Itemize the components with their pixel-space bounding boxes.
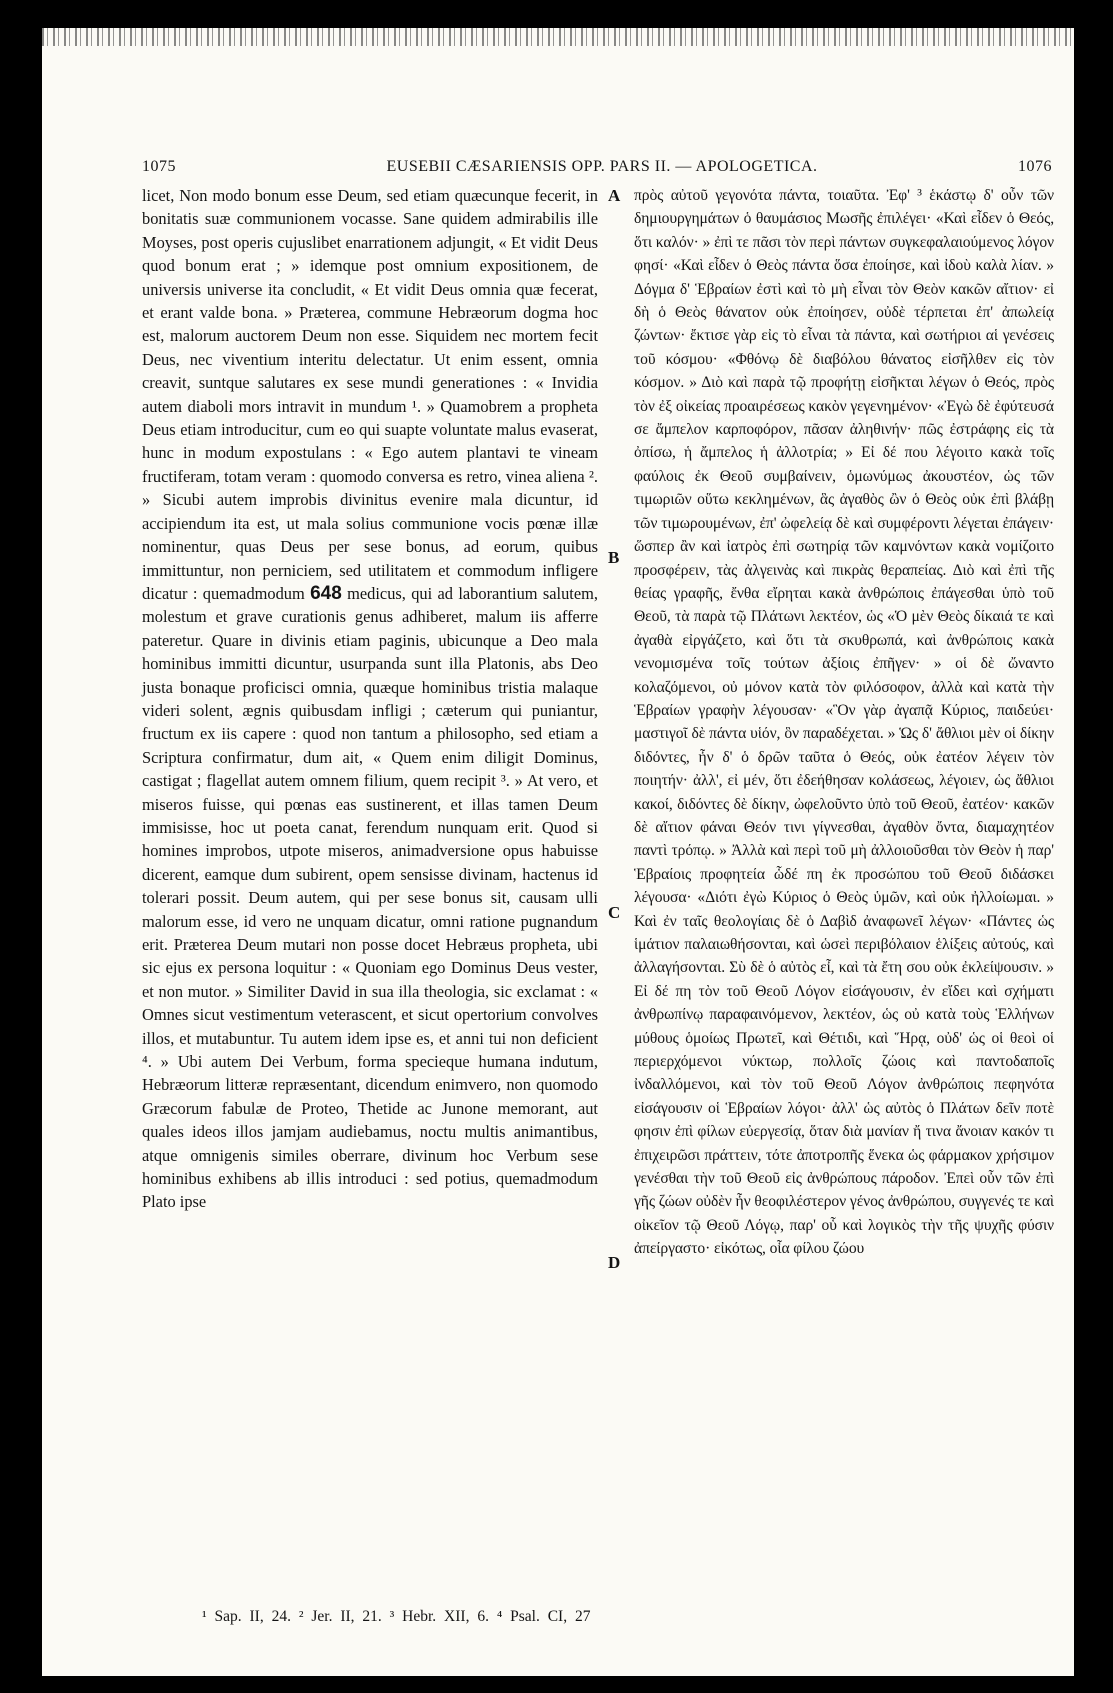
margin-letter-d: D: [608, 1253, 621, 1272]
greek-text: πρὸς αὐτοῦ γεγονότα πάντα, τοιαῦτα. Ἐφ' ³ ἑκάστῳ δ' οὖν τῶν δημιουργημάτων ὁ θαυμάσιος Μωσῆς ἐπιλέγει· «Καὶ εἶδεν ὁ Θεός, ὅτι καλόν· » ἐπὶ τε πᾶσι τὸν περὶ πάντων συγκεφαλαιούμενος λόγον φησί· «Καὶ εἶδεν ὁ Θεὸς πάντα ὅσα ἐποίησε, καὶ ἰδοὺ καλὰ λίαν. » Δόγμα δ' Ἑβραίων ἐστὶ καὶ τὸ μὴ εἶναι τὸν Θεὸν κακῶν αἴτιον· εἰ δὴ ὁ Θεὸς θάνατον οὐκ ἐποίησεν, οὐδὲ τέρπεται ἐπ' ἀπωλείᾳ ζώντων· ἔκτισε γὰρ εἰς τὸ εἶναι τὰ πάντα, καὶ σωτήριοι αἱ γενέσεις τοῦ κόσμου· «Φθόνῳ δὲ διαβόλου θάνατος εἰσῆλθεν εἰς τὸν κόσμον. » Διὸ καὶ παρὰ τῷ προφήτῃ εἰσῆκται λέγων ὁ Θεός, πρὸς τὸν ἐξ οἰκείας προαιρέσεως κακὸν γεγενημένον· «Ἐγὼ δὲ ἐφύτευσά σε ἄμπελον καρποφόρον, πᾶσαν ἀληθινήν· πῶς ἐστράφης εἰς τὰ ὀπίσω, ἡ ἄμπελος ἡ ἀλλοτρία; » Εἰ δέ που λέγοιτο κακὰ τοῖς φαύλοις ἐκ Θεοῦ συμβαίνειν, ὁμωνύμως ἀκουστέον, ὡς τῶν τιμωριῶν οὕτω κεκλημένων, ἃς ἀγαθὸς ὢν ὁ Θεὸς οὐκ ἐπὶ βλάβῃ τῶν τιμωρουμένων, ἐπ' ὠφελείᾳ δὲ καὶ συμφέροντι λέγεται ἐπάγειν· ὥσπερ ἂν καὶ ἰατρὸς ἐπὶ σωτηρίᾳ τῶν καμνόντων κακὰ νομίζοιτο προσφέρειν, τὰς ἀλγεινὰς καὶ πικρὰς θεραπείας. Διὸ καὶ ἐπὶ τῆς θείας γραφῆς, ἔνθα εἴρηται κακὰ ἀνθρώποις ἐπάγεσθαι ὑπὸ τοῦ Θεοῦ, τὰ παρὰ τῷ Πλάτωνι λεκτέον, ὡς «Ὁ μὲν Θεὸς δίκαιά τε καὶ ἀγαθὰ εἰργάζετο, καὶ ὅτι τὰ σκυθρωπά, καὶ ἀνθρώποις κακὰ νενομισμένα τοῖς τούτων ἀξίοις ἐπῆγεν· » οἱ δὲ ὤναντο κολαζόμενοι, οὐ μόνον κατὰ τὸν φιλόσοφον, ἀλλὰ καὶ κατὰ τὴν Ἑβραίων γραφὴν λέγουσαν· «Ὃν γὰρ ἀγαπᾷ Κύριος, παιδεύει· μαστιγοῖ δὲ πάντα υἱόν, ὃν παραδέχεται. » Ὡς δ' ἄθλιοι μὲν οἱ δίκην διδόντες, ἦν δ' ὁ δρῶν ταῦτα ὁ Θεός, οὐκ ἐατέον λέγειν τὸν ποιητήν· ἀλλ', εἰ μέν, ὅτι ἐδεήθησαν κολάσεως, λέγοιεν, ὡς ἄθλιοι κακοί, διδόντες δὲ δίκην, ὠφελοῦντο ὑπὸ τοῦ Θεοῦ, ἐατέον· κακῶν δὲ αἴτιον φάναι Θεόν τινι γίγνεσθαι, ἀγαθὸν ὄντα, διαμαχητέον παντὶ τρόπῳ. » Ἀλλὰ καὶ περὶ τοῦ μὴ ἀλλοιοῦσθαι τὸν Θεὸν ἡ παρ' Ἑβραίοις προφητεία ὧδέ πη ἐκ προσώπου τοῦ Θεοῦ διδάσκει λέγουσα· «Διότι ἐγὼ Κύριος ὁ Θεὸς ὑμῶν, καὶ οὐκ ἠλλοίωμαι. » Καὶ ἐν ταῖς θεολογίαις δὲ ὁ Δαβὶδ ἀναφωνεῖ λέγων· «Πάντες ὡς ἱμάτιον παλαιωθήσονται, καὶ ὡσεὶ περιβόλαιον ἑλίξεις αὐτούς, καὶ ἀλλαγήσονται. Σὺ δὲ ὁ αὐτὸς εἶ, καὶ τὰ ἔτη σου οὐκ ἐκλείψουσιν. » Εἰ δέ πη τὸν τοῦ Θεοῦ Λόγον εἰσάγουσιν, ἐν εἴδει καὶ σχήματι ἀνθρωπίνῳ παραφαινόμενον, λεκτέον, ὡς οὐ κατὰ τοὺς Ἑλλήνων μύθους ὁμοίως Πρωτεῖ, καὶ Θέτιδι, καὶ Ἥρᾳ, οὐδ' ὡς οἱ θεοὶ οἱ περιερχόμενοι νύκτωρ, πολλοῖς ζώοις καὶ παντοδαποῖς ἰνδαλλόμενοι, καὶ τὸν τοῦ Θεοῦ Λόγον ἀνθρώποις πεφηνότα εἰσάγουσιν οἱ Ἑβραίων λόγοι· ἀλλ' ὡς αὐτὸς ὁ Πλάτων δεῖν ποτὲ φησιν ἐπὶ φίλων εὐεργεσίᾳ, ὅταν διὰ μανίαν ἤ τινα ἄνοιαν κακόν τι ἐπιχειρῶσι πράττειν, τότε ἀποτροπῆς ἕνεκα ὡς φάρμακον χρήσιμον γενέσθαι τὴν τοῦ Θεοῦ εἰς ἀνθρώπους πάροδον. Ἐπεὶ οὖν τῶν ἐπὶ γῆς ζώων οὐδὲν ἦν θεοφιλέστερον γένος ἀνθρώπου, συγγενές τε καὶ οἰκεῖον τῷ Θεοῦ Λόγῳ, παρ' οὗ καὶ λογικὸς τὴν τῆς ψυχῆς φύσιν ἀπείργαστο· εἰκότως, οἷα φίλου ζώου: [634, 187, 1054, 1258]
margin-letter-c: C: [608, 903, 621, 922]
latin-text: [142, 184, 598, 1214]
latin-text-part-1: licet, Non modo bonum esse Deum, sed etiam quæcunque fecerit, in bonitatis suæ communionem vocasse. Sane quidem admirabilis ille Moyses, post operis cujuslibet enarrationem adjungit, « Et vidit Deus quod bonum erat ; » idemque post omnium expositionem, de universis universe ita concludit, « Et vidit Deus omnia quæ fecerat, et erant valde bona. » Præterea, commune Hebræorum dogma hoc est, malorum auctorem Deum non esse. Siquidem nec mortem fecit Deus, nec viventium interitu delectatur. Ut enim essent, omnia creavit, suntque salutares ex sese mundi generationes : « Invidia autem diaboli mors intravit in mundum ¹. » Quamobrem a propheta Deus etiam introducitur, cum eo qui suapte voluntate malus evaserat, hunc in modum expostulans : « Ego autem plantavi te vineam fructiferam, totam veram : quomodo conversa es retro, vinea aliena ². » Sicubi autem improbis divinitus evenire mala dicuntur, id accipiendum ita est, ut mala solius communione vocis pœnæ illæ nominentur, quas Deus per sese bonus, ad eorum, quibus immittuntur, non perniciem, sed utilitatem et commodum infligere dicatur : quemadmodum: [142, 186, 598, 603]
margin-letter-a: A: [608, 186, 621, 205]
page-number-left: 1075: [142, 158, 176, 175]
latin-column: [142, 184, 598, 1602]
page-number-right: 1076: [1018, 158, 1052, 175]
running-title: EUSEBII CÆSARIENSIS OPP. PARS II. — APOLOGETICA.: [386, 158, 818, 175]
latin-text-part-2: medicus, qui ad laborantium salutem, molestum et grave curationis genus adhiberet, malum iis afferre pateretur. Quare in divinis etiam paginis, ubicunque a Deo mala hominibus immitti dicuntur, usurpanda sunt illa Platonis, abs Deo justa bonaque proficisci omnia, quæque hominibus tristia malaque videri solent, ægnis quibusdam infligi ; cæterum qui puniantur, fructum ex iis capere : quod non tantum a philosopho, sed etiam a Scriptura confirmatur, dum ait, « Quem enim diligit Dominus, castigat ; flagellat autem omnem filium, quem recipit ³. » At vero, et miseros fuisse, qui pœnas eas sustinerent, et illas tamen Deum immisisse, hoc ut poeta canat, ferendum nunquam erit. Quod si homines improbos, utpote miseros, animadversione opus habuisse dicerent, eamque dum subirent, opem sensisse divinam, hactenus id tolerari possit. Deum autem, qui per sese bonus sit, causam ulli malorum esse, id vero ne unquam dicatur, omni ratione pugnandum erit. Præterea Deum mutari non posse docet Hebræus propheta, ubi sic ejus ex persona loquitur : « Quoniam ego Dominus Deus vester, et non mutor. » Similiter David in sua illa theologia, sic exclamat : « Omnes sicut vestimentum veterascent, et sicut opertorium convolves illos, et mutabuntur. Tu autem idem ipse es, et anni tui non deficient ⁴. » Ubi autem Dei Verbum, forma specieque humana indutum, Hebræorum litteræ repræsentant, dicendum enimvero, non quomodo Græcorum fabulæ de Proteo, Thetide ac Junone memorant, aut quales ideos illos jamjam audiebamus, noctu multis animantibus, atque omnigenis similes oberrare, divinum hoc Verbum sese hominibus exhibens ab illis introduci : sed potius, quemadmodum Plato ipse: [142, 583, 598, 1212]
greek-column: [634, 184, 1054, 1602]
page-marker: 648: [310, 582, 342, 604]
margin-letter-b: B: [608, 548, 620, 567]
running-header: [142, 158, 1062, 180]
scan-edge-noise: [42, 28, 1074, 46]
footnotes: ¹ Sap. II, 24. ² Jer. II, 21. ³ Hebr. XII, 6. ⁴ Psal. CI, 27: [202, 1608, 591, 1625]
scanned-page: [42, 28, 1074, 1676]
